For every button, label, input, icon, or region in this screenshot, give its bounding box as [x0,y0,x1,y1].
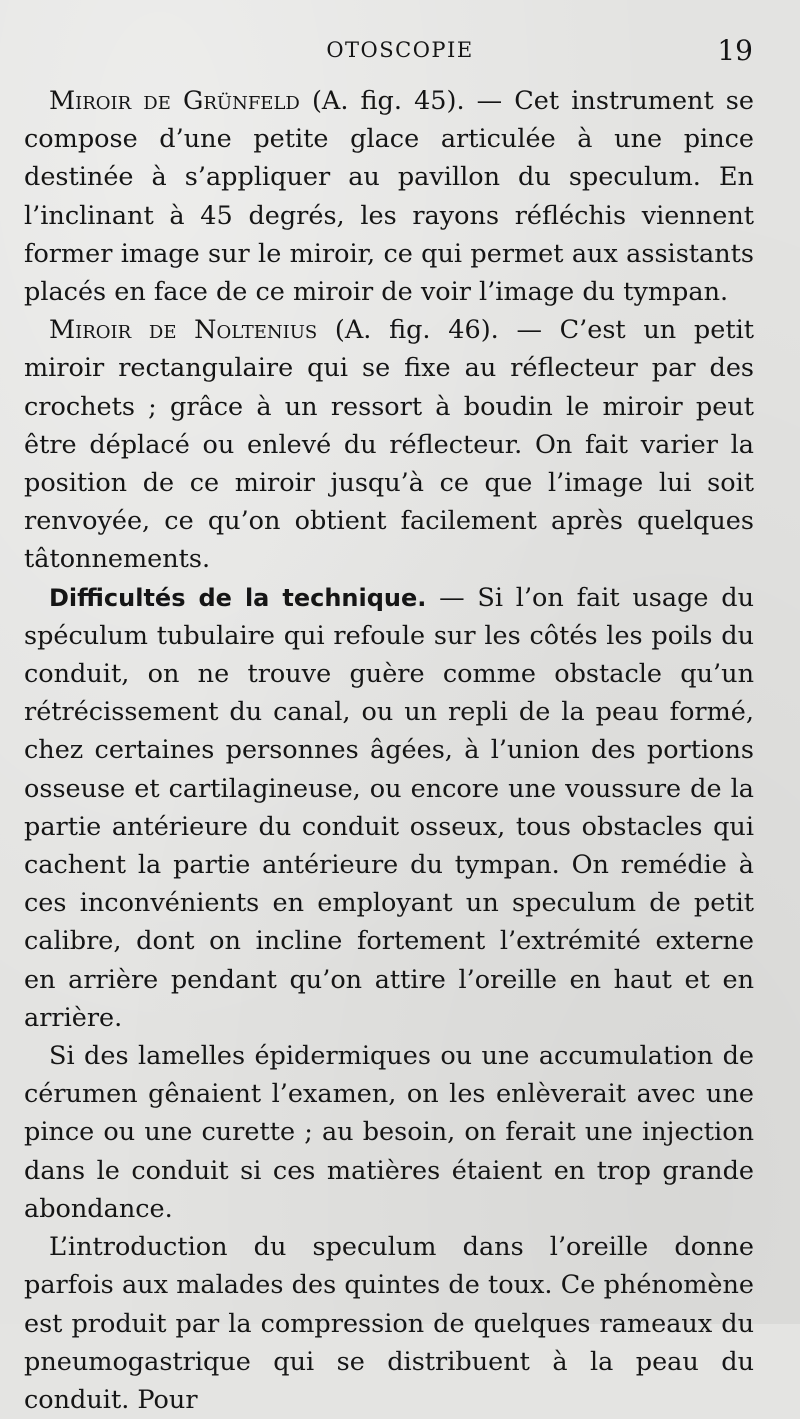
paragraph-speculum-introduction: L’introduction du speculum dans l’oreille donne parfois aux malades des quintes de toux. Ce phénomène est produit par la compression de quelques rameaux du pneumogastrique qui se distribuent à la peau du conduit. Pour [24,1232,754,1415]
paragraph-technique-difficulties [24,579,754,1037]
page-header [0,34,800,74]
paragraph-grunfeld-mirror [24,82,754,311]
heading-grunfeld-mirror: Miroir de Grünfeld [49,86,300,116]
paragraph-text: (A. fig. 45). — Cet instrument se compose d’une petite glace articulée à une pince destinée à s’appliquer au pavillon du speculum. En l’inclinant à 45 degrés, les rayons réfléchis viennent former image sur le miroir, ce qui permet aux assistants placés en face de ce miroir de voir l’image du tympan. [24,86,754,308]
page-number: 19 [717,34,753,67]
heading-technique-difficulties: Difficultés de la technique. [49,583,427,612]
paragraph-text: — Si l’on fait usage du spéculum tubulaire qui refoule sur les côtés les poils du conduit, on ne trouve guère comme obstacle qu’un rétrécissement du canal, ou un repli de la peau formé, chez certaines personnes âgées, à l’union des portions osseuse et cartilagineuse, ou encore une voussure de la partie antérieure du conduit osseux, tous obstacles qui cachent la partie antérieure du tympan. On remédie à ces inconvénients en employant un speculum de petit calibre, dont on incline fortement l’extrémité externe en arrière pendant qu’on attire l’oreille en haut et en arrière. [24,582,754,1033]
body-text [24,82,754,1419]
heading-noltenius-mirror: Miroir de Noltenius [49,315,318,346]
paragraph-epidermal-lamellae: Si des lamelles épidermiques ou une accumulation de cérumen gênaient l’examen, on les enlèverait avec une pince ou une curette ; au besoin, on ferait une injection dans le conduit si ces matières étaient en trop grande abondance. [24,1041,754,1224]
running-title: OTOSCOPIE [326,38,474,62]
paragraph-text: (A. fig. 46). — C’est un petit miroir rectangulaire qui se fixe au réflecteur par des crochets ; grâce à un ressort à boudin le miroir peut être déplacé ou enlevé du réflecteur. On fait varier la position de ce miroir jusqu’à ce que l’image lui soit renvoyée, ce qu’on obtient facilement après quelques tâtonnements. [24,315,754,575]
paragraph-noltenius-mirror [24,311,754,578]
